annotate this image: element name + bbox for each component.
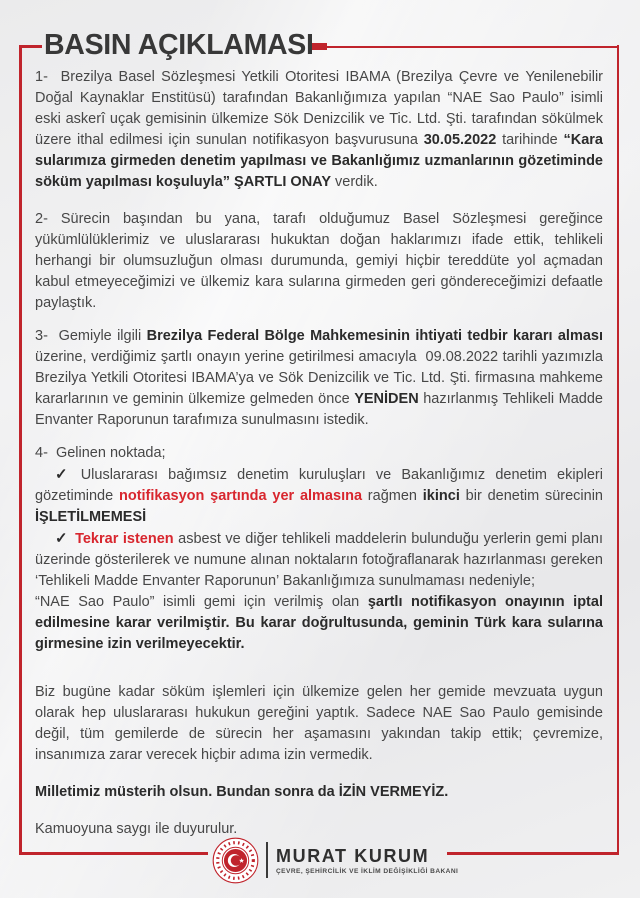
frame-top-left-dash bbox=[19, 45, 42, 48]
frame-bottom-right-line bbox=[447, 852, 619, 855]
minister-signature bbox=[212, 834, 458, 886]
signoff: Kamuoyuna saygı ile duyurulur. bbox=[35, 821, 238, 837]
frame-top-line bbox=[326, 46, 619, 48]
closing-paragraph: Biz bugüne kadar söküm işlemleri için ülkemize gelen her gemide mevzuata uygun olarak hep uluslararası hukukun gereğini yaptık. Sadece NAE Sao Paulo gemisinde değil, tüm gemilerde de sürecin her aşamasını yakından takip ettik; çevremize, insanımıza zarar verecek hiçbir adıma izin vermedik. bbox=[35, 684, 603, 763]
press-release-body bbox=[35, 67, 603, 840]
finding-bullet-2: ✓ Tekrar istenen asbest ve diğer tehlikeli maddelerin bulunduğu yerlerin gemi planı üzerinde gösterilerek ve numune alınan noktaların fotoğraflanarak hazırlanması gereken ‘Tehlikeli Madde Envanter Raporunun’ Bakanlığımıza sunulmaması nedeniyle; bbox=[35, 530, 603, 589]
paragraph-3: 3- Gemiyle ilgili Brezilya Federal Bölge Mahkemesinin ihtiyati tedbir kararı alması üzerine, verdiğimiz şartlı onayın yerine getirilmesi amacıyla 09.08.2022 tarihli yazımızla Brezilya Yetkili Otoritesi IBAMA’ya ve Sök Denizcilik ve Tic. Ltd. Şti. firmasına mahkeme kararlarının ve geminin ülkemize gelmeden önce YENİDEN hazırlanmış Tehlikeli Madde Envanter Raporunun tarafımıza sunulmasını istedik. bbox=[35, 328, 603, 428]
decision-paragraph: “NAE Sao Paulo” isimli gemi için verilmiş olan şartlı notifikasyon onayının iptal edilmesine karar verilmiştir. Bu karar doğrultusunda, geminin Türk kara sularına girmesine izin verilmeyecektir. bbox=[35, 594, 603, 652]
paragraph-1: 1- Brezilya Basel Sözleşmesi Yetkili Otoritesi IBAMA (Brezilya Çevre ve Yenilenebilir Doğal Kaynaklar Enstitüsü) tarafından Bakanlığımıza yapılan “NAE Sao Paulo” isimli eski askerî uçak gemisinin ülkemize Sök Denizcilik ve Tic. Ltd. Şti. tarafından sökülmek üzere ithal edilmesi için sunulan notifikasyon başvurusuna 30.05.2022 tarihinde “Kara sularımıza girmeden denetim yapılması ve Bakanlığımız uzmanlarının gözetiminde söküm yapılması koşuluyla” ŞARTLI ONAY verdik. bbox=[35, 69, 603, 190]
finding-bullet-1: ✓ Uluslararası bağımsız denetim kuruluşları ve Bakanlığımız denetim ekipleri gözetiminde notifikasyon şartında yer almasına rağmen ikinci bir denetim sürecinin İŞLETİLMEMESİ bbox=[35, 466, 603, 525]
page-title: BASIN AÇIKLAMASI bbox=[44, 29, 314, 61]
signature-text bbox=[276, 846, 458, 875]
signature-divider bbox=[266, 842, 268, 878]
frame-bottom-left-line bbox=[19, 852, 208, 855]
minister-name: MURAT KURUM bbox=[276, 845, 430, 866]
paragraph-2: 2- Sürecin başından bu yana, tarafı olduğumuz Basel Sözleşmesi gereğince yükümlülüklerimiz ve uluslararası hukuktan doğan haklarımızı ifade ettik, tehlikeli herhangi bir olumsuzluğun olması durumunda, gemiyi hiçbir tereddüte yol açmadan kabul etmeyeceğimizi ve ülkemiz kara sularına girmeden geri göndereceğimizi defaatle paylaştık. bbox=[35, 211, 603, 311]
check-icon: ✓ bbox=[55, 466, 74, 483]
minister-title: ÇEVRE, ŞEHİRCİLİK VE İKLİM DEĞİŞİKLİĞİ BAKANI bbox=[276, 867, 459, 875]
final-statement: Milletimiz müsterih olsun. Bundan sonra da İZİN VERMEYİZ. bbox=[35, 784, 449, 800]
ministry-emblem-icon bbox=[212, 837, 259, 884]
section-4-heading: 4- Gelinen noktada; bbox=[35, 445, 166, 461]
frame-right-border bbox=[617, 45, 620, 854]
frame-left-border bbox=[19, 45, 22, 854]
check-icon: ✓ bbox=[55, 530, 69, 547]
